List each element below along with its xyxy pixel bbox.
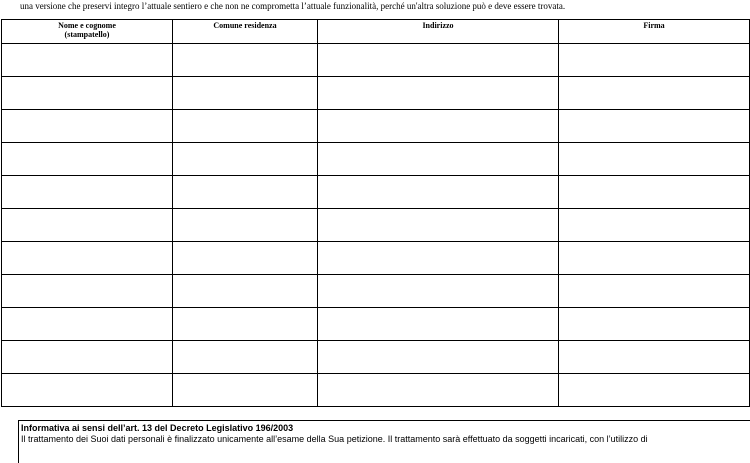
column-header-firma [559, 20, 750, 44]
cell-firma[interactable] [559, 44, 750, 77]
table-row [2, 275, 750, 308]
cell-indirizzo[interactable] [318, 143, 559, 176]
cell-indirizzo[interactable] [318, 242, 559, 275]
cell-comune-residenza[interactable] [173, 176, 318, 209]
cell-indirizzo[interactable] [318, 110, 559, 143]
cell-indirizzo[interactable] [318, 176, 559, 209]
table-row [2, 44, 750, 77]
cell-nome-cognome[interactable] [2, 143, 173, 176]
cell-comune-residenza[interactable] [173, 374, 318, 407]
cell-nome-cognome[interactable] [2, 176, 173, 209]
table-row [2, 110, 750, 143]
signature-table-header-row [2, 20, 750, 44]
column-header-comune-residenza [173, 20, 318, 44]
table-row [2, 341, 750, 374]
signature-table-body [2, 44, 750, 407]
table-row [2, 77, 750, 110]
column-header-label: Comune residenza [213, 21, 277, 30]
cell-indirizzo[interactable] [318, 275, 559, 308]
cell-comune-residenza[interactable] [173, 275, 318, 308]
table-row [2, 242, 750, 275]
column-header-label: Firma [643, 21, 665, 30]
cell-comune-residenza[interactable] [173, 44, 318, 77]
cell-firma[interactable] [559, 275, 750, 308]
cell-firma[interactable] [559, 374, 750, 407]
column-header-label: Indirizzo [422, 21, 454, 30]
cell-firma[interactable] [559, 209, 750, 242]
cell-indirizzo[interactable] [318, 209, 559, 242]
column-header-indirizzo [318, 20, 559, 44]
cell-comune-residenza[interactable] [173, 77, 318, 110]
cell-firma[interactable] [559, 176, 750, 209]
cell-comune-residenza[interactable] [173, 308, 318, 341]
table-row [2, 143, 750, 176]
cell-comune-residenza[interactable] [173, 242, 318, 275]
column-header-nome-cognome [2, 20, 173, 44]
cell-comune-residenza[interactable] [173, 143, 318, 176]
privacy-notice-text: Il trattamento dei Suoi dati personali è finalizzato unicamente all’esame della Sua petizione. Il trattamento sarà effettuato da soggetti incaricati, con l’utilizzo di [21, 434, 648, 444]
cell-firma[interactable] [559, 308, 750, 341]
privacy-notice-box [18, 420, 750, 463]
cell-firma[interactable] [559, 242, 750, 275]
column-header-label: Nome e cognome [58, 21, 116, 30]
cell-comune-residenza[interactable] [173, 341, 318, 374]
table-row [2, 176, 750, 209]
cell-nome-cognome[interactable] [2, 242, 173, 275]
table-row [2, 374, 750, 407]
cell-firma[interactable] [559, 341, 750, 374]
signature-table [1, 19, 750, 407]
cell-firma[interactable] [559, 77, 750, 110]
cell-indirizzo[interactable] [318, 341, 559, 374]
petition-intro-text: una versione che preservi integro l’attuale sentiero e che non ne comprometta l’attuale funzionalità, perché un'altra soluzione può e deve essere trovata. [20, 1, 566, 11]
cell-firma[interactable] [559, 143, 750, 176]
cell-nome-cognome[interactable] [2, 341, 173, 374]
cell-comune-residenza[interactable] [173, 110, 318, 143]
cell-nome-cognome[interactable] [2, 374, 173, 407]
cell-nome-cognome[interactable] [2, 77, 173, 110]
column-header-sublabel: (stampatello) [64, 30, 110, 39]
cell-nome-cognome[interactable] [2, 110, 173, 143]
cell-indirizzo[interactable] [318, 374, 559, 407]
cell-nome-cognome[interactable] [2, 209, 173, 242]
table-row [2, 209, 750, 242]
cell-indirizzo[interactable] [318, 308, 559, 341]
cell-nome-cognome[interactable] [2, 308, 173, 341]
cell-firma[interactable] [559, 110, 750, 143]
table-row [2, 308, 750, 341]
cell-indirizzo[interactable] [318, 77, 559, 110]
cell-nome-cognome[interactable] [2, 44, 173, 77]
privacy-notice-title: Informativa ai sensi dell’art. 13 del Decreto Legislativo 196/2003 [21, 423, 294, 433]
cell-comune-residenza[interactable] [173, 209, 318, 242]
cell-nome-cognome[interactable] [2, 275, 173, 308]
cell-indirizzo[interactable] [318, 44, 559, 77]
